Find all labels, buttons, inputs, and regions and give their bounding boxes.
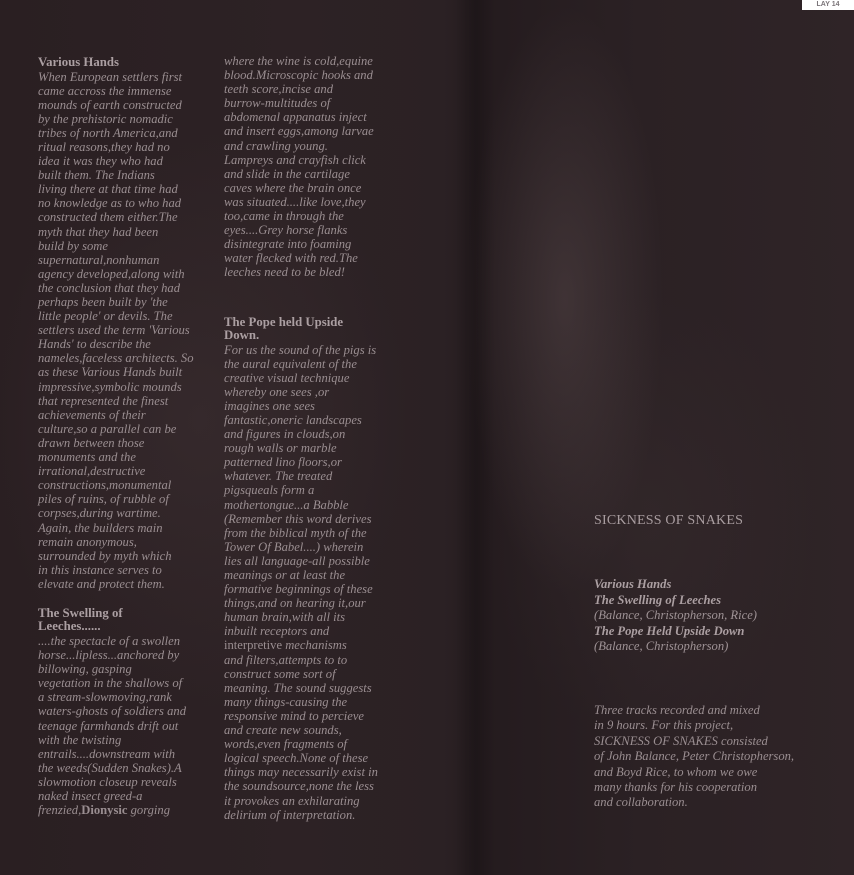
track-2-title: The Swelling of Leeches <box>594 592 721 607</box>
text-line: waters-ghosts of soldiers and <box>38 704 186 719</box>
notes-line: many thanks for his cooperation <box>594 780 758 795</box>
text-line: whereby one sees ,or <box>224 384 330 399</box>
text-line: came accross the immense <box>38 83 172 98</box>
text-line: leeches need to be bled! <box>224 265 345 280</box>
text-line: the aural equivalent of the <box>224 356 357 371</box>
swelling-heading-line-2: Leeches...... <box>38 619 101 634</box>
text-line: ritual reasons,they had no <box>38 139 170 154</box>
various-hands-heading: Various Hands <box>38 55 119 69</box>
text-line: Tower Of Babel....) wherein <box>224 539 364 554</box>
text-line: nameles,faceless architects. So <box>38 351 194 366</box>
text-line: with the twisting <box>38 732 122 747</box>
text-line: achievements of their <box>38 407 146 422</box>
track-3-credit: (Balance, Christopherson) <box>594 639 729 654</box>
text-line: inbuilt receptors and <box>224 624 330 639</box>
text-line: patterned lino floors,or <box>224 455 342 470</box>
text-line: fantastic,oneric landscapes <box>224 412 362 427</box>
text-line: slowmotion closeup reveals <box>38 774 177 789</box>
text-line: things may necessarily exist in <box>224 765 378 780</box>
text-line: naked insect greed-a <box>38 789 143 803</box>
text-line: burrow-multitudes of <box>224 96 331 111</box>
text-line: surrounded by myth which <box>38 548 172 563</box>
text-line: meaning. The sound suggests <box>224 680 372 695</box>
track-1-title: Various Hands <box>594 577 672 591</box>
text-line: pigsqueals form a <box>224 483 315 498</box>
text-line: tribes of north America,and <box>38 125 178 140</box>
text-line: from the biblical myth of the <box>224 525 367 540</box>
text-line: living there at that time had <box>38 182 178 197</box>
recording-notes <box>594 703 794 811</box>
text-line: human brain,with all its <box>224 610 346 625</box>
notes-line: of John Balance, Peter Christopherson, <box>594 749 795 764</box>
text-line: in this instance serves to <box>38 562 162 577</box>
text-line: words,even fragments of <box>224 737 348 752</box>
text-line: remain anonymous, <box>38 534 137 549</box>
text-line: that represented the finest <box>38 393 169 408</box>
text-line: logical speech.None of these <box>224 751 369 766</box>
swelling-last-post: gorging <box>127 803 171 818</box>
text-line: imagines one sees <box>224 398 315 413</box>
text-line: as these Various Hands built <box>38 365 183 380</box>
text-line: culture,so a parallel can be <box>38 421 177 436</box>
text-line: When European settlers first <box>38 69 182 84</box>
text-line: mothertongue...a Babble <box>224 497 349 512</box>
text-line: disintegrate into foaming <box>224 237 352 252</box>
text-line: construct some sort of <box>224 666 336 681</box>
pope-text-b <box>224 653 414 822</box>
text-line: monuments and the <box>38 450 136 465</box>
text-line: blood.Microscopic hooks and <box>224 68 373 83</box>
text-line: the conclusion that they had <box>38 280 180 295</box>
text-line: eyes....Grey horse flanks <box>224 223 348 238</box>
text-line: elevate and protect them. <box>38 576 165 591</box>
pope-heading-line-1: The Pope held Upside <box>224 314 344 329</box>
text-line: delirium of interpretation. <box>224 807 356 822</box>
fold-shadow <box>455 0 495 875</box>
swelling-continued-text <box>224 54 414 280</box>
text-line: lies all language-all possible <box>224 553 370 568</box>
pope-interpretive-line <box>224 638 414 652</box>
text-line: piles of ruins, of rubble of <box>38 492 169 507</box>
swelling-last-pre: frenzied, <box>38 803 82 818</box>
text-line: and crawling young. <box>224 138 328 153</box>
text-line: responsive mind to percieve <box>224 708 365 723</box>
tracklist <box>594 577 757 655</box>
text-line: perhaps been built by 'the <box>38 295 168 309</box>
text-line: caves where the brain once <box>224 180 362 195</box>
text-line: For us the sound of the pigs is <box>224 342 377 357</box>
text-line: built them. The Indians <box>38 168 155 183</box>
text-line: creative visual technique <box>224 370 350 385</box>
pope-interp-post: mechanisms <box>282 638 347 653</box>
various-hands-text <box>38 70 218 591</box>
text-line: and slide in the cartilage <box>224 166 350 181</box>
text-line: the soundsource,none the less <box>224 779 374 794</box>
text-line: agency developed,along with <box>38 266 185 281</box>
notes-line: and collaboration. <box>594 795 688 810</box>
text-line: Lampreys and crayfish click <box>224 152 366 167</box>
text-line: and insert eggs,among larvae <box>224 124 374 139</box>
text-line: settlers used the term 'Various <box>38 323 190 338</box>
text-line: myth that they had been <box>38 224 159 239</box>
text-line: and filters,attempts to to <box>224 652 348 667</box>
band-title: SICKNESS OF SNAKES <box>594 513 744 528</box>
text-line: whatever. The treated <box>224 469 333 484</box>
text-line: entrails....downstream with <box>38 746 176 761</box>
text-line: teeth score,incise and <box>224 82 333 97</box>
text-line: where the wine is cold,equine <box>224 54 373 68</box>
text-line: drawn between those <box>38 435 145 450</box>
swelling-text <box>38 634 218 803</box>
swelling-heading-line-1: The Swelling of <box>38 605 123 620</box>
text-line: abdomenal appanatus inject <box>224 110 367 125</box>
text-line: by the prehistoric nomadic <box>38 111 173 126</box>
text-line: irrational,destructive <box>38 464 146 479</box>
swelling-last-line <box>38 803 218 817</box>
text-line: billowing, gasping <box>38 662 132 677</box>
text-line: was situated....like love,they <box>224 194 366 209</box>
interpretive-word: interpretive <box>224 638 283 653</box>
text-line: horse...lipless...anchored by <box>38 648 180 663</box>
text-line: meanings or at least the <box>224 568 346 582</box>
text-line: constructions,monumental <box>38 478 172 493</box>
text-line: ....the spectacle of a swollen <box>38 633 180 648</box>
text-line: corpses,during wartime. <box>38 506 161 521</box>
text-line: too,came in through the <box>224 209 344 224</box>
text-line: idea it was they who had <box>38 154 163 169</box>
text-line: things,and on hearing it,our <box>224 596 366 611</box>
liner-column-1 <box>38 56 218 817</box>
text-line: many things-causing the <box>224 694 348 709</box>
text-line: the weeds(Sudden Snakes).A <box>38 760 182 775</box>
text-line: impressive,symbolic mounds <box>38 379 182 394</box>
notes-line: in 9 hours. For this project, <box>594 718 734 733</box>
text-line: Again, the builders main <box>38 520 163 535</box>
track-2-credit: (Balance, Christopherson, Rice) <box>594 608 757 623</box>
text-line: a stream-slowmoving,rank <box>38 690 172 705</box>
notes-line: Three tracks recorded and mixed <box>594 703 760 717</box>
text-line: vegetation in the shallows of <box>38 676 183 691</box>
text-line: (Remember this word derives <box>224 511 372 526</box>
notes-line: SICKNESS OF SNAKES consisted <box>594 733 768 748</box>
text-line: water flecked with red.The <box>224 251 358 266</box>
text-line: and figures in clouds,on <box>224 427 346 442</box>
text-line: formative beginnings of these <box>224 582 373 597</box>
text-line: little people' or devils. The <box>38 309 173 324</box>
liner-column-2 <box>224 54 414 822</box>
text-line: no knowledge as to who had <box>38 196 182 211</box>
pope-heading-line-2: Down. <box>224 328 260 342</box>
text-line: it provokes an exhilarating <box>224 793 360 808</box>
text-line: teenage farmhands drift out <box>38 718 179 733</box>
text-line: build by some <box>38 238 108 253</box>
text-line: rough walls or marble <box>224 441 337 456</box>
pope-text-a <box>224 343 414 639</box>
catalog-number: LAY 14 <box>802 0 854 10</box>
text-line: Hands' to describe the <box>38 337 151 352</box>
dionysic-word: Dionysic <box>81 803 128 818</box>
track-3-title: The Pope Held Upside Down <box>594 623 745 638</box>
text-line: and create new sounds, <box>224 723 342 738</box>
text-line: supernatural,nonhuman <box>38 252 160 267</box>
text-line: mounds of earth constructed <box>38 97 182 112</box>
notes-line: and Boyd Rice, to whom we owe <box>594 764 758 779</box>
text-line: constructed them either.The <box>38 210 178 225</box>
